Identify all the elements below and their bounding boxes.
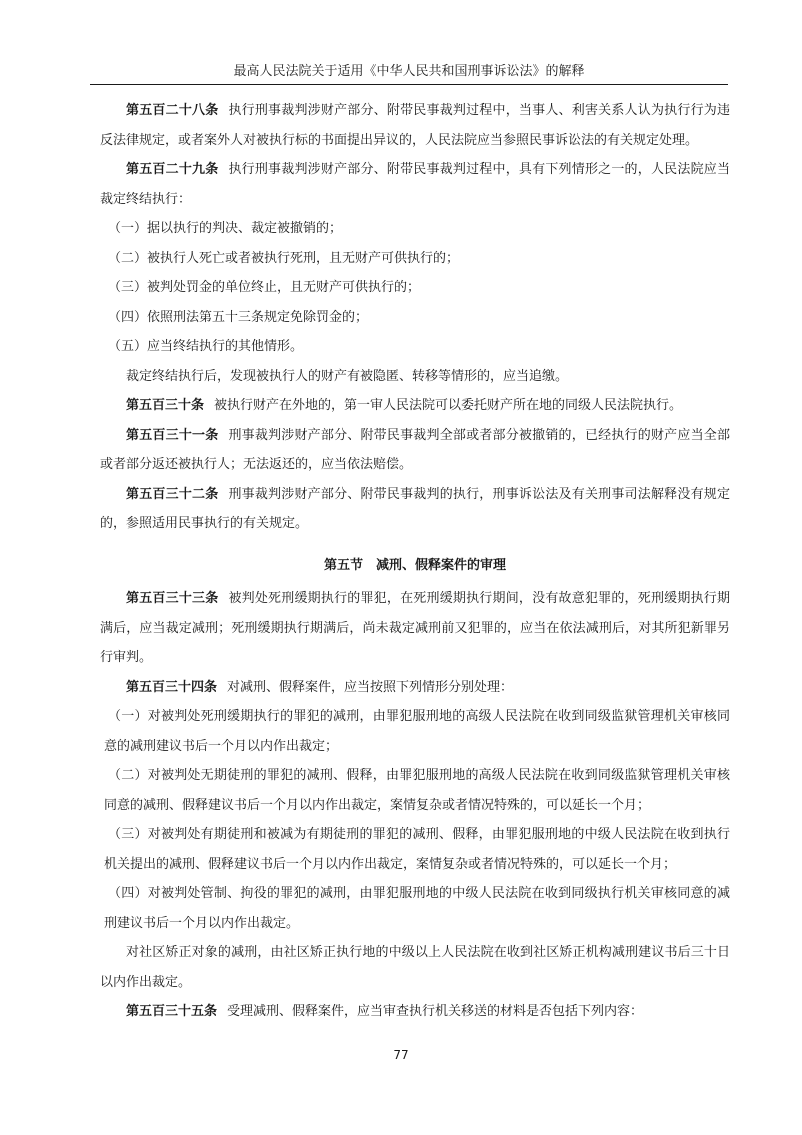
section-heading: 第五节 减刑、假释案件的审理 xyxy=(323,557,506,573)
list-item xyxy=(100,761,730,820)
paragraph-text: （四）依照刑法第五十三条规定免除罚金的； xyxy=(108,309,369,325)
paragraph-text: （一）据以执行的判决、裁定被撤销的； xyxy=(108,221,343,236)
paragraph-text: 被执行财产在外地的，第一审人民法院可以委托财产所在地的同级人民法院执行。 xyxy=(214,398,683,413)
paragraph-text: （一）对被判处死刑缓期执行的罪犯的减刑，由罪犯服刑地的高级人民法院在收到同级监狱管理机关审核同意的减刑建议书后一个月以内作出裁定； xyxy=(104,709,730,754)
paragraph-text: （二）对被判处无期徒刑的罪犯的减刑、假释，由罪犯服刑地的高级人民法院在收到同级监狱管理机关审核同意的减刑、假释建议书后一个月以内作出裁定，案情复杂或者情况特殊的，可以延长一个月； xyxy=(104,768,730,813)
running-header: 最高人民法院关于适用《中华人民共和国刑事诉讼法》的解释 xyxy=(233,64,585,79)
page-number: 77 xyxy=(393,1048,409,1062)
header-divider xyxy=(90,84,728,85)
article-number: 第五百三十条 xyxy=(126,398,205,413)
paragraph-text: （三）被判处罚金的单位终止，且无财产可供执行的； xyxy=(108,280,421,295)
paragraph xyxy=(100,421,730,480)
paragraph-text: 被判处死刑缓期执行的罪犯，在死刑缓期执行期间，没有故意犯罪的，死刑缓期执行期满后，应当裁定减刑；死刑缓期执行期满后，尚未裁定减刑前又犯罪的，应当在依法减刑后，对其所犯新罪另行审判。 xyxy=(100,591,730,665)
article-number: 第五百三十一条 xyxy=(126,427,219,443)
paragraph xyxy=(100,673,730,703)
paragraph-text: 刑事裁判涉财产部分、附带民事裁判的执行，刑事诉讼法及有关刑事司法解释没有规定的，参照适用民事执行的有关规定。 xyxy=(100,486,730,531)
paragraph xyxy=(100,96,730,155)
paragraph xyxy=(100,938,730,997)
paragraph xyxy=(100,480,730,539)
paragraph-text: 受理减刑、假释案件，应当审查执行机关移送的材料是否包括下列内容： xyxy=(227,1004,644,1019)
paragraph xyxy=(100,362,730,392)
paragraph-text: （四）对被判处管制、拘役的罪犯的减刑，由罪犯服刑地的中级人民法院在收到同级执行机关审核同意的减刑建议书后一个月以内作出裁定。 xyxy=(104,886,730,931)
paragraph xyxy=(100,155,730,214)
paragraph-text: 执行刑事裁判涉财产部分、附带民事裁判过程中，具有下列情形之一的，人民法院应当裁定终结执行： xyxy=(100,162,730,207)
article-number: 第五百三十二条 xyxy=(126,486,219,502)
list-item xyxy=(100,244,730,274)
article-number: 第五百二十九条 xyxy=(126,162,219,177)
paragraph-text: 裁定终结执行后，发现被执行人的财产有被隐匿、转移等情形的，应当追缴。 xyxy=(126,368,569,384)
paragraph-text: 对社区矫正对象的减刑，由社区矫正执行地的中级以上人民法院在收到社区矫正机构减刑建议书后三十日以内作出裁定。 xyxy=(100,945,730,990)
list-item xyxy=(100,820,730,879)
paragraph-text: 刑事裁判涉财产部分、附带民事裁判全部或者部分被撤销的，已经执行的财产应当全部或者部分返还被执行人；无法返还的，应当依法赔偿。 xyxy=(100,427,730,472)
paragraph-text: 对减刑、假释案件，应当按照下列情形分别处理： xyxy=(227,679,514,695)
list-item xyxy=(100,303,730,333)
articles-group-1 xyxy=(100,96,730,539)
list-item xyxy=(100,214,730,244)
paragraph-text: （五）应当终结执行的其他情形。 xyxy=(108,339,304,354)
list-item xyxy=(100,702,730,761)
list-item xyxy=(100,273,730,303)
article-number: 第五百三十四条 xyxy=(126,679,218,695)
paragraph-text: （三）对被判处有期徒刑和被减为有期徒刑的罪犯的减刑、假释，由罪犯服刑地的中级人民法院在收到执行机关提出的减刑、假释建议书后一个月以内作出裁定，案情复杂或者情况特殊的，可以延长一个月； xyxy=(104,827,730,872)
article-number: 第五百三十三条 xyxy=(126,591,219,606)
list-item xyxy=(100,879,730,938)
paragraph xyxy=(100,391,730,421)
document-body xyxy=(100,96,730,1027)
article-number: 第五百三十五条 xyxy=(126,1004,218,1019)
article-number: 第五百二十八条 xyxy=(126,103,219,118)
articles-group-2 xyxy=(100,584,730,1027)
paragraph xyxy=(100,584,730,673)
list-item xyxy=(100,332,730,362)
paragraph xyxy=(100,997,730,1027)
paragraph-text: （二）被执行人死亡或者被执行死刑，且无财产可供执行的； xyxy=(108,250,460,266)
paragraph-text: 执行刑事裁判涉财产部分、附带民事裁判过程中，当事人、利害关系人认为执行行为违反法律规定，或者案外人对被执行标的书面提出异议的，人民法院应当参照民事诉讼法的有关规定处理。 xyxy=(100,103,730,148)
